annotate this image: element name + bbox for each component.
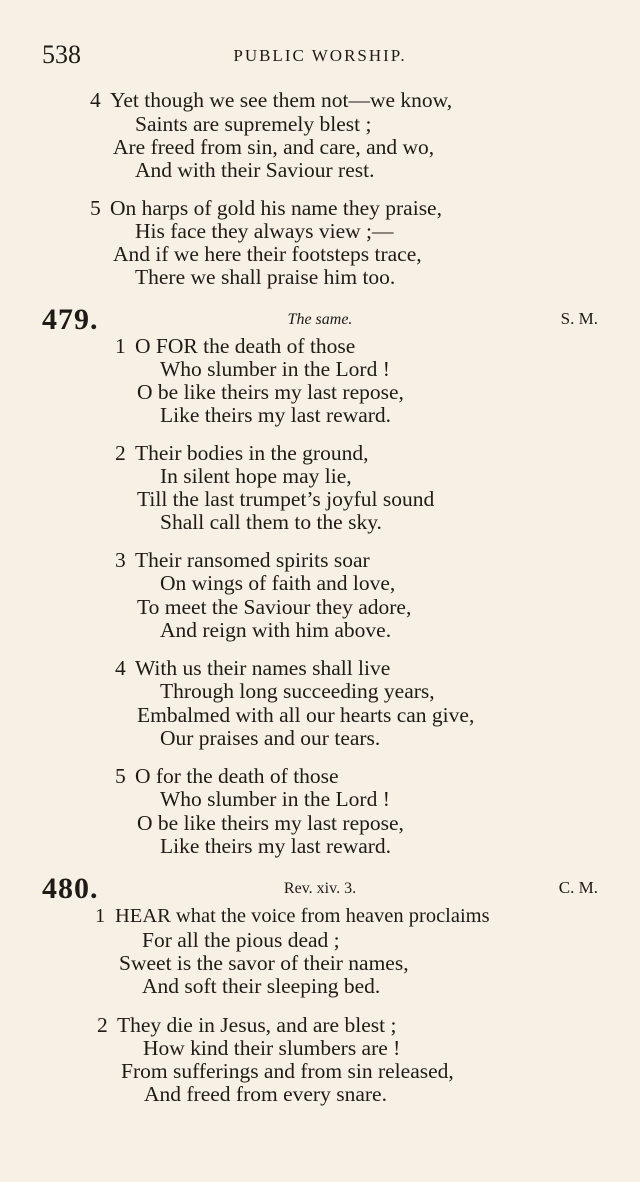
verse-line: Like theirs my last reward. <box>160 834 392 858</box>
verse-line: 5 O for the death of those <box>115 764 339 788</box>
verse-number: 1 <box>95 905 106 927</box>
verse-line: Sweet is the savor of their names, <box>119 951 409 975</box>
verse-line: 2 They die in Jesus, and are blest ; <box>97 1013 397 1037</box>
verse-line: 2 Their bodies in the ground, <box>115 441 369 465</box>
hymn-meter: C. M. <box>558 878 598 897</box>
verse-line: Are freed from sin, and care, and wo, <box>113 135 435 159</box>
hymn-480-heading <box>42 872 598 908</box>
verse-line: Who slumber in the Lord ! <box>160 787 390 811</box>
verse-line: Our praises and our tears. <box>160 726 381 750</box>
verse-line: Embalmed with all our hearts can give, <box>137 703 475 727</box>
hymn-title: The same. <box>287 311 353 328</box>
verse-line: O be like theirs my last repose, <box>137 811 404 835</box>
verse-number: 4 <box>90 88 101 112</box>
verse-line: 4 With us their names shall live <box>115 656 391 680</box>
verse-line: Like theirs my last reward. <box>160 403 392 427</box>
verse-number: 1 <box>115 334 126 358</box>
page-header <box>42 40 598 70</box>
verse-line: 1 HEAR what the voice from heaven proclaims <box>95 905 490 927</box>
verse-line: And reign with him above. <box>160 618 392 642</box>
verse-line: For all the pious dead ; <box>142 928 340 952</box>
verse-line: 4 Yet though we see them not—we know, <box>90 88 453 112</box>
hymn-meter: S. M. <box>560 309 598 328</box>
verse-line: 5 On harps of gold his name they praise, <box>90 196 442 220</box>
verse-line: Shall call them to the sky. <box>160 510 382 534</box>
verse-line: To meet the Saviour they adore, <box>137 595 412 619</box>
verse-number: 2 <box>97 1013 108 1037</box>
verse-line: 3 Their ransomed spirits soar <box>115 548 370 572</box>
verse-number: 5 <box>115 764 126 788</box>
verse-line: 1 O FOR the death of those <box>115 334 356 358</box>
verse-line: And soft their sleeping bed. <box>142 974 381 998</box>
verse-line: There we shall praise him too. <box>135 265 396 289</box>
verse-line: And freed from every snare. <box>144 1082 387 1106</box>
verse-number: 2 <box>115 441 126 465</box>
verse-line: And with their Saviour rest. <box>135 158 375 182</box>
verse-line: In silent hope may lie, <box>160 464 352 488</box>
verse-line: Who slumber in the Lord ! <box>160 357 390 381</box>
verse-number: 5 <box>90 196 101 220</box>
page-number: 538 <box>42 40 81 69</box>
verse-number: 4 <box>115 656 126 680</box>
verse-line: And if we here their footsteps trace, <box>113 242 422 266</box>
verse-line: Through long succeeding years, <box>160 679 435 703</box>
running-head: PUBLIC WORSHIP. <box>233 46 407 65</box>
verse-line: On wings of faith and love, <box>160 571 396 595</box>
verse-line: O be like theirs my last repose, <box>137 380 404 404</box>
hymn-number: 480. <box>42 872 99 905</box>
hymn-number: 479. <box>42 303 99 336</box>
verse-line: From sufferings and from sin released, <box>121 1059 454 1083</box>
hymn-title: Rev. xiv. 3. <box>283 880 357 897</box>
verse-line: Saints are supremely blest ; <box>135 112 372 136</box>
verse-line: How kind their slumbers are ! <box>143 1036 401 1060</box>
verse-number: 3 <box>115 548 126 572</box>
verse-line: His face they always view ;— <box>135 219 394 243</box>
verse-line: Till the last trumpet’s joyful sound <box>137 487 435 511</box>
